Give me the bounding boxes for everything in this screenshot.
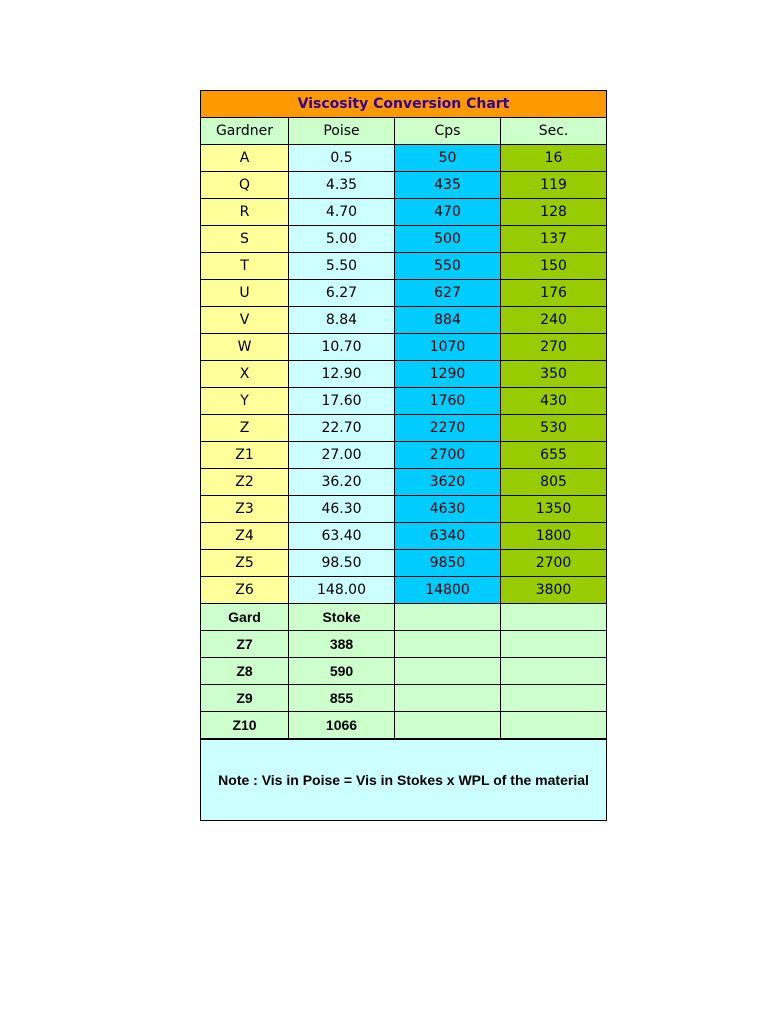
sec-cell: 240 bbox=[501, 307, 607, 334]
sec-cell: 655 bbox=[501, 442, 607, 469]
gard-cell: Z9 bbox=[201, 685, 289, 712]
gardner-cell: Z2 bbox=[201, 469, 289, 496]
sec-cell: 530 bbox=[501, 415, 607, 442]
sec-cell: 128 bbox=[501, 199, 607, 226]
table-row bbox=[201, 145, 607, 172]
empty-cell bbox=[395, 658, 501, 685]
gardner-cell: V bbox=[201, 307, 289, 334]
table-row bbox=[201, 469, 607, 496]
gardner-header: Gardner bbox=[201, 118, 289, 145]
sec-cell: 16 bbox=[501, 145, 607, 172]
gard-cell: Z10 bbox=[201, 712, 289, 740]
gardner-cell: W bbox=[201, 334, 289, 361]
sec-cell: 430 bbox=[501, 388, 607, 415]
empty-cell bbox=[395, 604, 501, 631]
table-row bbox=[201, 199, 607, 226]
cps-cell: 3620 bbox=[395, 469, 501, 496]
note-row bbox=[201, 739, 607, 821]
header-row bbox=[201, 118, 607, 145]
title-row bbox=[201, 91, 607, 118]
table-row bbox=[201, 361, 607, 388]
sec-cell: 137 bbox=[501, 226, 607, 253]
poise-cell: 12.90 bbox=[289, 361, 395, 388]
sec-cell: 1800 bbox=[501, 523, 607, 550]
poise-cell: 17.60 bbox=[289, 388, 395, 415]
sec-cell: 176 bbox=[501, 280, 607, 307]
poise-cell: 4.70 bbox=[289, 199, 395, 226]
table-row bbox=[201, 415, 607, 442]
empty-cell bbox=[395, 712, 501, 740]
chart-title: Viscosity Conversion Chart bbox=[201, 91, 607, 118]
poise-cell: 27.00 bbox=[289, 442, 395, 469]
gardner-cell: Z3 bbox=[201, 496, 289, 523]
poise-cell: 0.5 bbox=[289, 145, 395, 172]
poise-cell: 22.70 bbox=[289, 415, 395, 442]
table-row bbox=[201, 577, 607, 604]
gardner-cell: Z4 bbox=[201, 523, 289, 550]
stoke-cell: 855 bbox=[289, 685, 395, 712]
stoke-row bbox=[201, 631, 607, 658]
cps-cell: 884 bbox=[395, 307, 501, 334]
stoke-row bbox=[201, 685, 607, 712]
poise-cell: 8.84 bbox=[289, 307, 395, 334]
cps-cell: 50 bbox=[395, 145, 501, 172]
poise-cell: 63.40 bbox=[289, 523, 395, 550]
cps-cell: 4630 bbox=[395, 496, 501, 523]
empty-cell bbox=[501, 631, 607, 658]
gardner-cell: U bbox=[201, 280, 289, 307]
gardner-cell: A bbox=[201, 145, 289, 172]
table-row bbox=[201, 388, 607, 415]
table-row bbox=[201, 307, 607, 334]
sec-cell: 119 bbox=[501, 172, 607, 199]
viscosity-conversion-table bbox=[200, 90, 607, 821]
table-row bbox=[201, 280, 607, 307]
stoke-row bbox=[201, 712, 607, 740]
poise-cell: 46.30 bbox=[289, 496, 395, 523]
sec-cell: 350 bbox=[501, 361, 607, 388]
gardner-cell: Z5 bbox=[201, 550, 289, 577]
poise-cell: 10.70 bbox=[289, 334, 395, 361]
stoke-header: Stoke bbox=[289, 604, 395, 631]
empty-cell bbox=[395, 685, 501, 712]
gardner-cell: S bbox=[201, 226, 289, 253]
poise-cell: 4.35 bbox=[289, 172, 395, 199]
table-row bbox=[201, 226, 607, 253]
empty-cell bbox=[501, 712, 607, 740]
sec-cell: 150 bbox=[501, 253, 607, 280]
gardner-cell: T bbox=[201, 253, 289, 280]
gardner-cell: Q bbox=[201, 172, 289, 199]
gardner-cell: Z6 bbox=[201, 577, 289, 604]
empty-cell bbox=[501, 658, 607, 685]
table-row bbox=[201, 442, 607, 469]
empty-cell bbox=[501, 685, 607, 712]
stoke-header-row bbox=[201, 604, 607, 631]
table-row bbox=[201, 496, 607, 523]
poise-cell: 148.00 bbox=[289, 577, 395, 604]
poise-cell: 36.20 bbox=[289, 469, 395, 496]
stoke-cell: 388 bbox=[289, 631, 395, 658]
cps-header: Cps bbox=[395, 118, 501, 145]
sec-cell: 270 bbox=[501, 334, 607, 361]
gardner-cell: R bbox=[201, 199, 289, 226]
gardner-cell: Y bbox=[201, 388, 289, 415]
gardner-cell: Z bbox=[201, 415, 289, 442]
note-text: Note : Vis in Poise = Vis in Stokes x WPL of the material bbox=[201, 739, 607, 821]
sec-cell: 1350 bbox=[501, 496, 607, 523]
cps-cell: 500 bbox=[395, 226, 501, 253]
poise-cell: 5.50 bbox=[289, 253, 395, 280]
table-row bbox=[201, 523, 607, 550]
table-row bbox=[201, 334, 607, 361]
cps-cell: 2700 bbox=[395, 442, 501, 469]
sec-cell: 3800 bbox=[501, 577, 607, 604]
stoke-row bbox=[201, 658, 607, 685]
gardner-cell: X bbox=[201, 361, 289, 388]
poise-cell: 6.27 bbox=[289, 280, 395, 307]
empty-cell bbox=[395, 631, 501, 658]
cps-cell: 6340 bbox=[395, 523, 501, 550]
cps-cell: 14800 bbox=[395, 577, 501, 604]
gardner-cell: Z1 bbox=[201, 442, 289, 469]
stoke-cell: 1066 bbox=[289, 712, 395, 740]
gard-cell: Z7 bbox=[201, 631, 289, 658]
cps-cell: 1070 bbox=[395, 334, 501, 361]
gard-header: Gard bbox=[201, 604, 289, 631]
cps-cell: 470 bbox=[395, 199, 501, 226]
gard-cell: Z8 bbox=[201, 658, 289, 685]
cps-cell: 9850 bbox=[395, 550, 501, 577]
table-row bbox=[201, 253, 607, 280]
table-row bbox=[201, 172, 607, 199]
sec-header: Sec. bbox=[501, 118, 607, 145]
sec-cell: 805 bbox=[501, 469, 607, 496]
cps-cell: 550 bbox=[395, 253, 501, 280]
empty-cell bbox=[501, 604, 607, 631]
poise-header: Poise bbox=[289, 118, 395, 145]
cps-cell: 1760 bbox=[395, 388, 501, 415]
cps-cell: 627 bbox=[395, 280, 501, 307]
cps-cell: 1290 bbox=[395, 361, 501, 388]
poise-cell: 5.00 bbox=[289, 226, 395, 253]
poise-cell: 98.50 bbox=[289, 550, 395, 577]
cps-cell: 435 bbox=[395, 172, 501, 199]
stoke-cell: 590 bbox=[289, 658, 395, 685]
sec-cell: 2700 bbox=[501, 550, 607, 577]
cps-cell: 2270 bbox=[395, 415, 501, 442]
table-row bbox=[201, 550, 607, 577]
